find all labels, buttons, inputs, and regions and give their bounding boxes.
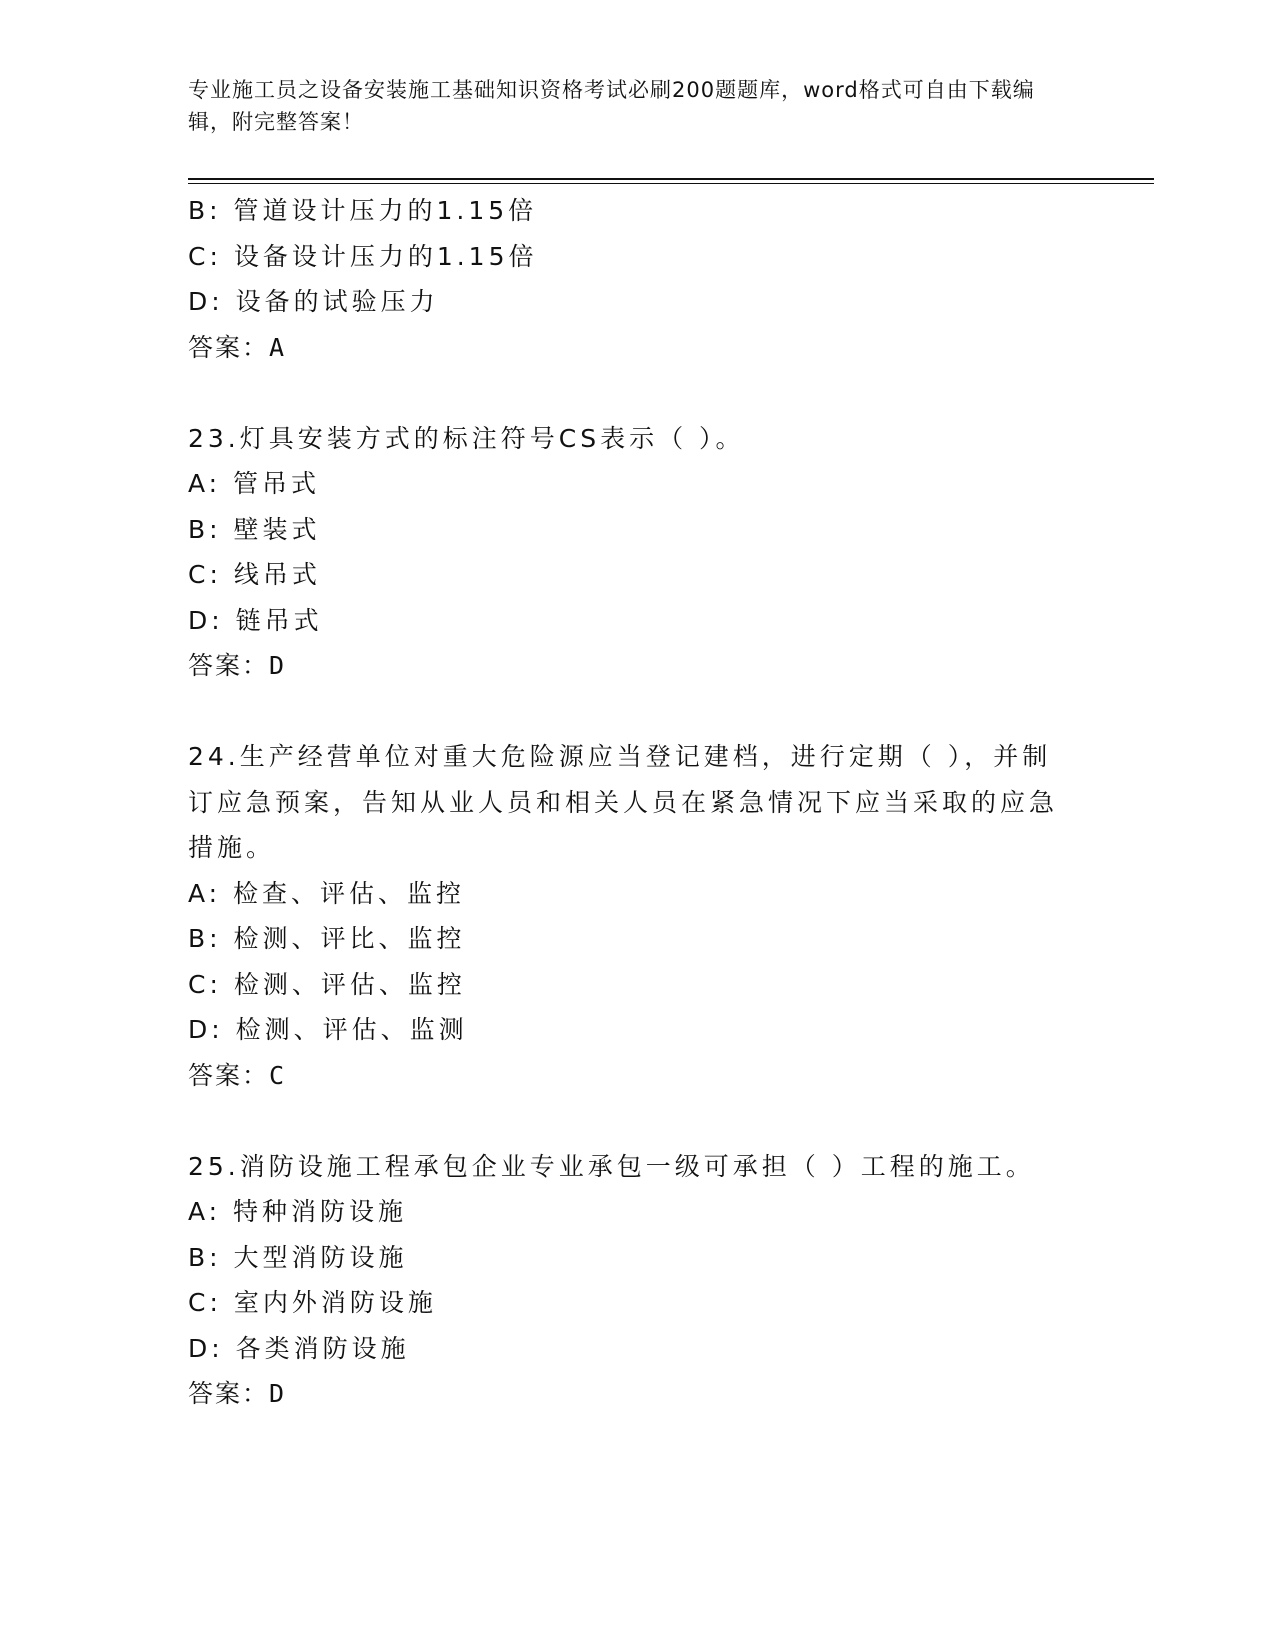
spacer: [188, 689, 1088, 735]
answer-label: 答案：: [188, 332, 270, 362]
answer-line: [188, 1053, 1088, 1099]
spacer: [188, 370, 1088, 416]
question-stem: 24.生产经营单位对重大危险源应当登记建档，进行定期（ ），并制订应急预案，告知从业人员和相关人员在紧急情况下应当采取的应急措施。: [188, 742, 1059, 862]
option-d: D: 各类消防设施: [188, 1333, 410, 1363]
option-c: C: 线吊式: [188, 560, 321, 589]
answer-line: [188, 325, 1088, 371]
answer-value: C: [269, 1060, 286, 1090]
option-d: D: 检测、评估、监测: [188, 1015, 468, 1044]
option-c: C: 室内外消防设施: [188, 1288, 437, 1317]
question-stem: 23.灯具安装方式的标注符号CS表示（ ）。: [188, 423, 745, 453]
option-b: B: 管道设计压力的1.15倍: [188, 196, 538, 225]
option-c: C: 检测、评估、监控: [188, 969, 466, 999]
option-b: B: 大型消防设施: [188, 1242, 408, 1272]
answer-value: D: [269, 1379, 286, 1408]
answer-value: D: [269, 651, 286, 680]
option-b: B: 壁装式: [188, 514, 321, 544]
answer-label: 答案：: [188, 1379, 270, 1408]
option-b: B: 检测、评比、监控: [188, 924, 466, 953]
header-rule-thick: [188, 178, 1154, 180]
answer-value: A: [269, 332, 286, 362]
question-stem: 25.消防设施工程承包企业专业承包一级可承担（ ）工程的施工。: [188, 1151, 1035, 1181]
answer-line: [188, 643, 1088, 689]
option-a: A: 管吊式: [188, 469, 321, 498]
question-block-23: [188, 416, 1088, 689]
answer-line: [188, 1371, 1088, 1417]
option-c: C: 设备设计压力的1.15倍: [188, 241, 538, 271]
answer-label: 答案：: [188, 1060, 270, 1090]
option-d: D: 链吊式: [188, 605, 323, 635]
option-d: D: 设备的试验压力: [188, 287, 439, 316]
header-rule-thin: [188, 183, 1154, 184]
document-header: 专业施工员之设备安装施工基础知识资格考试必刷200题题库，word格式可自由下载编辑，附完整答案！: [188, 78, 1035, 134]
option-a: A: 特种消防设施: [188, 1197, 408, 1226]
option-a: A: 检查、评估、监控: [188, 878, 466, 908]
spacer: [188, 1098, 1088, 1144]
answer-label: 答案：: [188, 651, 270, 680]
question-list: [188, 188, 1088, 1417]
question-block-24: [188, 734, 1088, 1098]
question-block-25: [188, 1144, 1088, 1417]
question-block-22: [188, 188, 1088, 370]
